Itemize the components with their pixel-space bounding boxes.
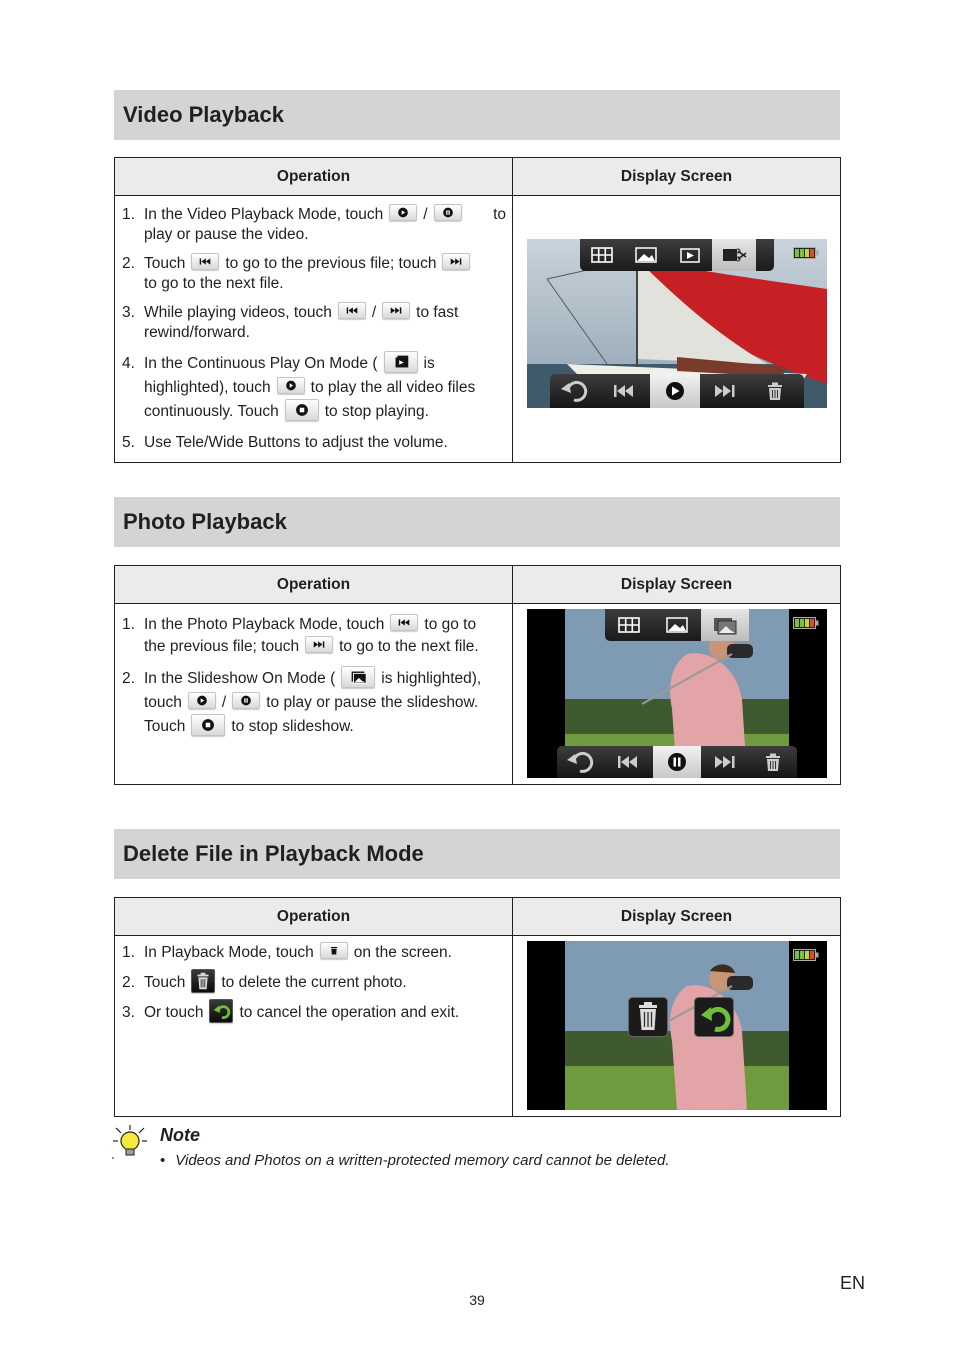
pause-icon xyxy=(434,204,462,221)
photo-mode-icon[interactable] xyxy=(653,609,701,641)
video-playback-table xyxy=(114,157,841,463)
trash-icon[interactable] xyxy=(750,374,800,408)
list-item: 1. In Playback Mode, touch on the screen. xyxy=(122,944,452,961)
list-item: 4. In the Continuous Play On Mode ( is highlighted), touch to play the all video files continuously. Touch to stop playing. xyxy=(122,352,506,424)
list-item: 2. In the Slideshow On Mode ( is highlighted), touch / to play or pause the slideshow. Touch to stop slideshow. xyxy=(122,667,506,739)
cancel-icon[interactable] xyxy=(694,997,734,1037)
top-toolbar xyxy=(580,239,774,271)
video-playback-screen xyxy=(527,239,827,408)
stop-icon xyxy=(191,714,225,736)
operation-cell xyxy=(115,196,513,463)
note-text: • Videos and Photos on a written-protected memory card cannot be deleted. xyxy=(160,1152,670,1169)
battery-icon xyxy=(793,949,819,961)
next-icon[interactable] xyxy=(700,374,750,408)
trash-icon[interactable] xyxy=(749,746,797,778)
continuous-play-icon xyxy=(384,351,418,373)
operation-header: Operation xyxy=(115,158,513,196)
golfer-photo xyxy=(527,941,827,1110)
list-item: 2. Touch to go to the previous file; touch to go to the next file. xyxy=(122,254,506,294)
display-screen-header: Display Screen xyxy=(513,566,841,604)
play-icon xyxy=(277,377,305,394)
delete-file-table xyxy=(114,897,841,1117)
thumbnail-grid-icon[interactable] xyxy=(580,239,624,271)
thumbnail-grid-icon[interactable] xyxy=(605,609,653,641)
display-screen-header: Display Screen xyxy=(513,898,841,936)
section-title: Delete File in Playback Mode xyxy=(123,841,424,866)
display-screen-cell xyxy=(513,196,841,463)
display-screen-cell xyxy=(513,604,841,785)
battery-icon xyxy=(793,617,819,629)
previous-icon[interactable] xyxy=(605,746,653,778)
slideshow-icon[interactable] xyxy=(701,609,749,641)
trash-icon[interactable] xyxy=(628,997,668,1037)
bottom-toolbar xyxy=(550,374,804,408)
note-title: Note xyxy=(160,1125,200,1145)
return-icon[interactable] xyxy=(557,746,605,778)
page-number: 39 xyxy=(469,1292,485,1308)
list-item: 3. While playing videos, touch / to fast rewind/forward. xyxy=(122,304,459,341)
display-screen-cell xyxy=(513,936,841,1117)
next-icon xyxy=(305,636,333,653)
operation-cell xyxy=(115,936,513,1117)
continuous-play-icon[interactable] xyxy=(668,239,712,271)
list-item: 2. Touch to delete the current photo. xyxy=(122,971,506,995)
operation-header: Operation xyxy=(115,566,513,604)
video-edit-icon[interactable] xyxy=(712,239,756,271)
delete-file-screen xyxy=(527,941,827,1110)
display-screen-header: Display Screen xyxy=(513,158,841,196)
top-toolbar xyxy=(605,609,749,641)
return-icon[interactable] xyxy=(550,374,600,408)
section-title: Photo Playback xyxy=(123,509,287,534)
next-icon xyxy=(382,302,410,319)
section-title: Video Playback xyxy=(123,102,285,127)
pause-icon xyxy=(232,692,260,709)
photo-playback-screen xyxy=(527,609,827,778)
trash-icon xyxy=(320,942,348,959)
trash-icon xyxy=(191,969,215,993)
cancel-icon xyxy=(209,999,233,1023)
next-icon xyxy=(442,253,470,270)
slideshow-icon xyxy=(341,666,375,688)
section-video-playback xyxy=(114,90,840,140)
play-icon xyxy=(188,692,216,709)
section-photo-playback xyxy=(114,497,840,547)
list-item: 1. In the Video Playback Mode, touch / to play or pause the video. xyxy=(122,206,506,243)
stop-icon xyxy=(285,399,319,421)
list-item: 3. Or touch to cancel the operation and exit. xyxy=(122,1001,506,1025)
photo-playback-table xyxy=(114,565,841,785)
bottom-toolbar xyxy=(557,746,797,778)
photo-mode-icon[interactable] xyxy=(624,239,668,271)
language-code: EN xyxy=(840,1273,866,1293)
operation-header: Operation xyxy=(115,898,513,936)
next-icon[interactable] xyxy=(701,746,749,778)
previous-icon xyxy=(390,614,418,631)
play-icon xyxy=(389,204,417,221)
battery-icon xyxy=(793,247,819,259)
lightbulb-icon xyxy=(112,1124,148,1160)
list-item: 1. In the Photo Playback Mode, touch to go to the previous file; touch to go to the next file. xyxy=(122,616,479,655)
pause-icon[interactable] xyxy=(653,746,701,778)
play-icon[interactable] xyxy=(650,374,700,408)
previous-icon xyxy=(338,302,366,319)
previous-icon[interactable] xyxy=(600,374,650,408)
operation-cell xyxy=(115,604,513,785)
list-item: 5. Use Tele/Wide Buttons to adjust the volume. xyxy=(122,434,448,451)
section-delete-file xyxy=(114,829,840,879)
previous-icon xyxy=(191,253,219,270)
